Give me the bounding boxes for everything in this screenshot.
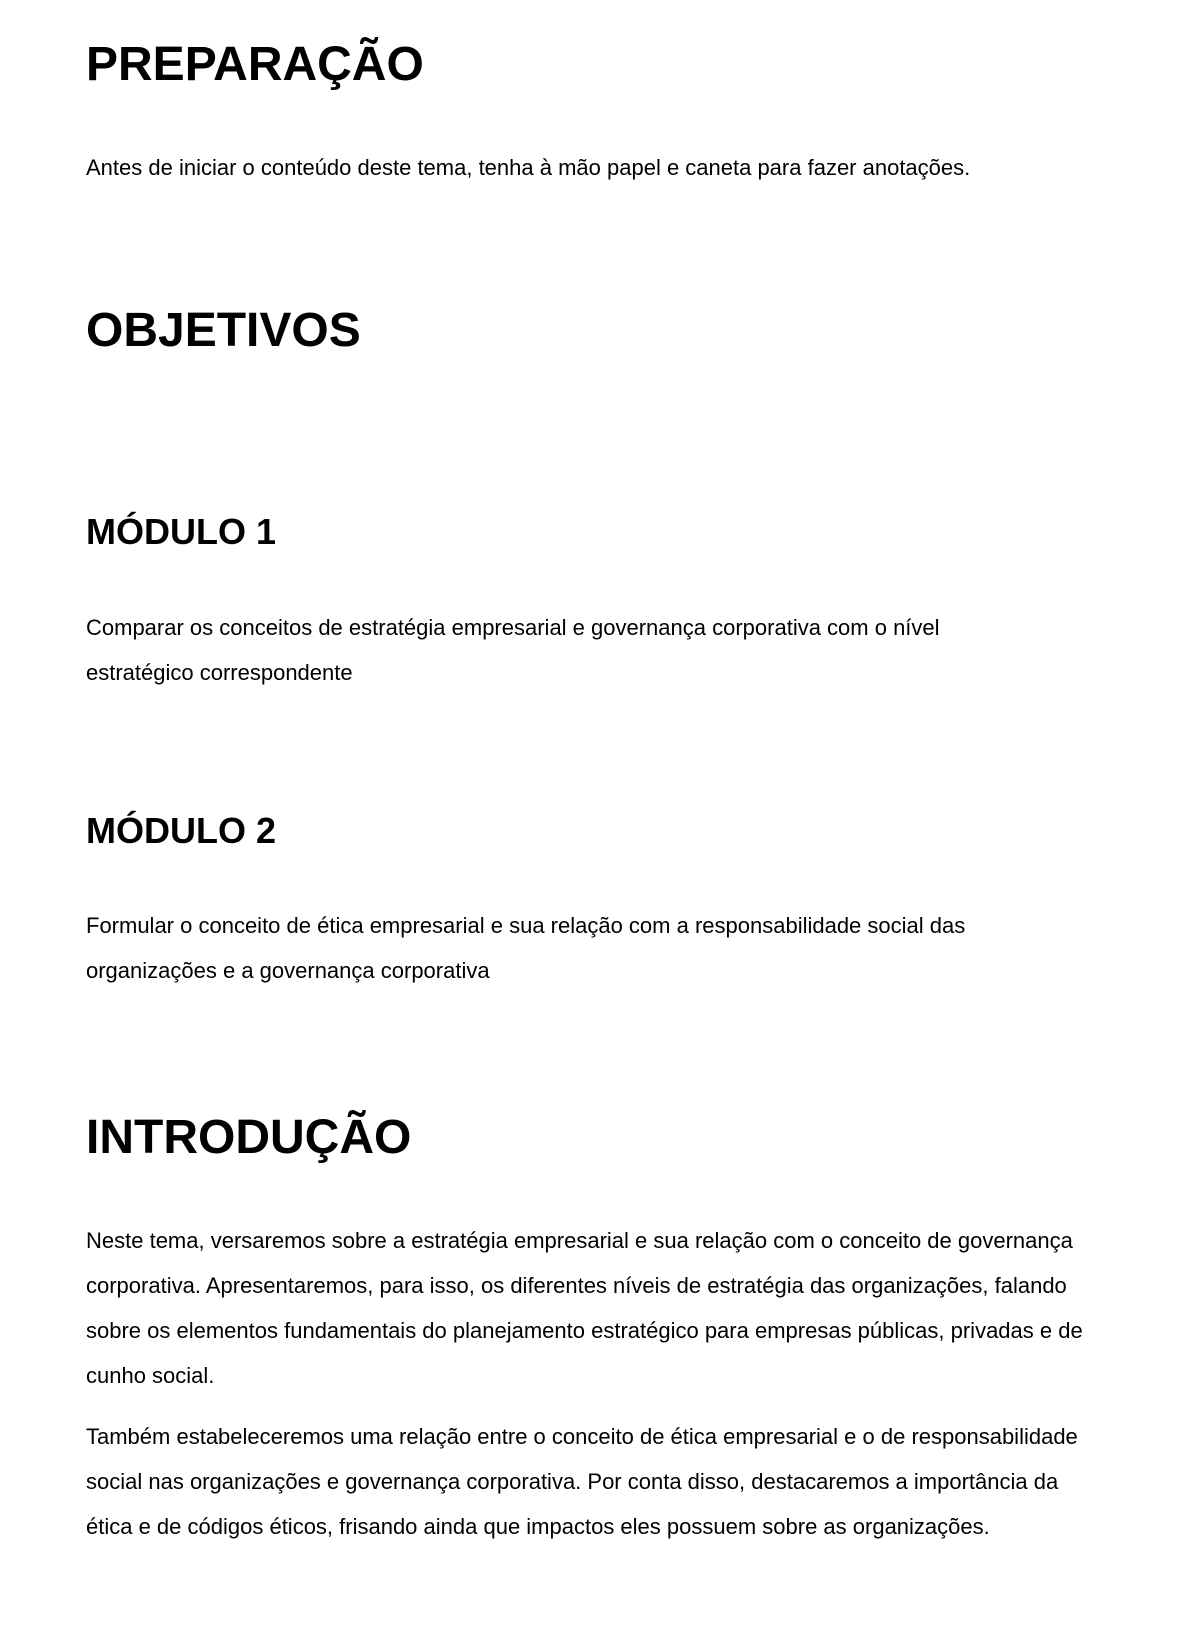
introducao-paragraph-2: Também estabeleceremos uma relação entre o conceito de ética empresarial e o de responsabilidade social nas organizações e governança corporativa. Por conta disso, destacaremos a importância da ética e de códigos éticos, frisando ainda que impactos eles possuem sobre as organizações. bbox=[86, 1424, 1078, 1539]
preparacao-text: Antes de iniciar o conteúdo deste tema, tenha à mão papel e caneta para fazer anotações. bbox=[86, 155, 971, 180]
modulo-1-heading: MÓDULO 1 bbox=[86, 511, 277, 552]
modulo-2-text: Formular o conceito de ética empresarial e sua relação com a responsabilidade social das organizações e a governança corporativa bbox=[86, 913, 966, 983]
introducao-paragraph-1: Neste tema, versaremos sobre a estratégia empresarial e sua relação com o conceito de governança corporativa. Apresentaremos, para isso, os diferentes níveis de estratégia das organizações, falando sobre os elementos fundamentais do planejamento estratégico para empresas públicas, privadas e de cunho social. bbox=[86, 1228, 1083, 1388]
objetivos-heading: OBJETIVOS bbox=[86, 304, 361, 357]
modulo-1-text: Comparar os conceitos de estratégia empresarial e governança corporativa com o nível estratégico correspondente bbox=[86, 615, 940, 685]
modulo-2-heading: MÓDULO 2 bbox=[86, 810, 277, 851]
introducao-heading: INTRODUÇÃO bbox=[86, 1111, 412, 1164]
preparacao-heading: PREPARAÇÃO bbox=[86, 38, 424, 91]
